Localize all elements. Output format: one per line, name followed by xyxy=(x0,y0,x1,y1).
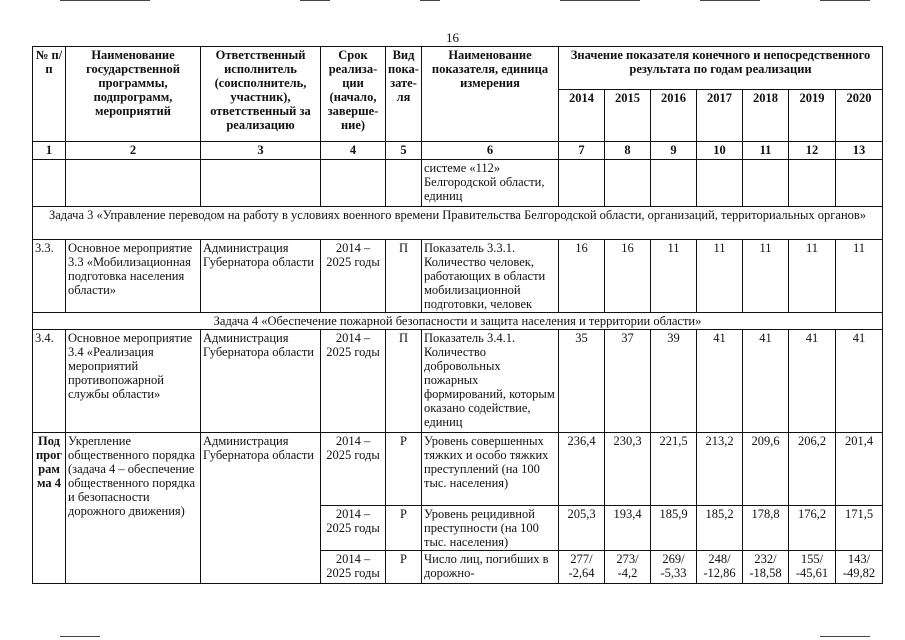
value-2015: 16 xyxy=(605,240,651,313)
value-2014: 35 xyxy=(559,330,605,433)
column-number: 1 xyxy=(33,142,66,160)
indicator-cell: Уровень совершенных тяжких и особо тяжких преступлений (на 100 тыс. населения) xyxy=(422,433,559,506)
year-header: 2017 xyxy=(697,90,743,142)
header-col-type: Вид пока-зате-ля xyxy=(386,47,422,142)
value-2017: 41 xyxy=(697,330,743,433)
column-number: 5 xyxy=(386,142,422,160)
measure-name: Основное мероприятие 3.3 «Мобилизационная подготовка населения области» xyxy=(66,240,201,313)
scan-edge-mark xyxy=(560,0,640,1)
value-2020: 11 xyxy=(836,240,883,313)
year-header: 2019 xyxy=(789,90,836,142)
value-2015: 230,3 xyxy=(605,433,651,506)
column-number: 12 xyxy=(789,142,836,160)
term: 2014 – 2025 годы xyxy=(321,433,386,506)
header-col-values: Значение показателя конечного и непосредственного результата по годам реализации xyxy=(559,47,883,90)
executor: Администрация Губернатора области xyxy=(201,240,321,313)
year-header: 2014 xyxy=(559,90,605,142)
measure-name: Основное мероприятие 3.4 «Реализация мероприятий противопожарной службы области» xyxy=(66,330,201,433)
column-number: 8 xyxy=(605,142,651,160)
table-row xyxy=(33,330,883,433)
header-col-term: Срок реализа-ции (начало, заверше-ние) xyxy=(321,47,386,142)
table-row xyxy=(33,433,883,506)
value-2014: 236,4 xyxy=(559,433,605,506)
scan-edge-mark xyxy=(820,636,870,637)
table-row xyxy=(33,240,883,313)
scan-edge-mark xyxy=(60,636,100,637)
value-2014: 16 xyxy=(559,240,605,313)
year-header: 2016 xyxy=(651,90,697,142)
header-col-indicator: Наименование показателя, единица измерения xyxy=(422,47,559,142)
value-2019: 41 xyxy=(789,330,836,433)
task-4-heading: Задача 4 «Обеспечение пожарной безопасности и защита населения и территории области» xyxy=(33,313,883,330)
indicator-cell: Число лиц, погибших в дорожно- xyxy=(422,551,559,584)
column-numbers-row xyxy=(33,142,883,160)
value-2016: 269/ -5,33 xyxy=(651,551,697,584)
column-number: 11 xyxy=(743,142,789,160)
value-2017: 248/ -12,86 xyxy=(697,551,743,584)
indicator-cell: системе «112» Белгородской области, единиц xyxy=(422,160,559,207)
scan-edge-mark xyxy=(300,0,330,1)
executor: Администрация Губернатора области xyxy=(201,433,321,584)
value-2018: 41 xyxy=(743,330,789,433)
value-2019: 206,2 xyxy=(789,433,836,506)
value-2014: 277/ -2,64 xyxy=(559,551,605,584)
term: 2014 – 2025 годы xyxy=(321,330,386,433)
value-2017: 11 xyxy=(697,240,743,313)
header-col-executor: Ответственный исполнитель (соисполнитель, участник), ответственный за реализацию xyxy=(201,47,321,142)
indicator-type: П xyxy=(386,240,422,313)
year-header: 2020 xyxy=(836,90,883,142)
value-2019: 11 xyxy=(789,240,836,313)
column-number: 2 xyxy=(66,142,201,160)
value-2017: 185,2 xyxy=(697,506,743,551)
indicator-type: П xyxy=(386,330,422,433)
subprogram-name: Укрепление общественного порядка (задача 4 – обеспечение общественного порядка и безопасности дорожного движения) xyxy=(66,433,201,584)
indicator-type: Р xyxy=(386,551,422,584)
header-row xyxy=(33,47,883,90)
row-number: 3.4. xyxy=(33,330,66,433)
value-2020: 171,5 xyxy=(836,506,883,551)
value-2019: 176,2 xyxy=(789,506,836,551)
term: 2014 – 2025 годы xyxy=(321,551,386,584)
value-2015: 37 xyxy=(605,330,651,433)
value-2016: 221,5 xyxy=(651,433,697,506)
column-number: 6 xyxy=(422,142,559,160)
term: 2014 – 2025 годы xyxy=(321,240,386,313)
value-2018: 178,8 xyxy=(743,506,789,551)
column-number: 4 xyxy=(321,142,386,160)
header-col-number: № п/п xyxy=(33,47,66,142)
scan-edge-mark xyxy=(820,0,870,1)
year-header: 2018 xyxy=(743,90,789,142)
value-2018: 232/ -18,58 xyxy=(743,551,789,584)
table-row xyxy=(33,160,883,207)
value-2020: 201,4 xyxy=(836,433,883,506)
value-2020: 41 xyxy=(836,330,883,433)
value-2014: 205,3 xyxy=(559,506,605,551)
scan-edge-mark xyxy=(420,0,440,1)
subprogram-number: Под прог рам ма 4 xyxy=(33,433,66,584)
indicator-cell: Уровень рецидивной преступности (на 100 тыс. населения) xyxy=(422,506,559,551)
value-2015: 273/ -4,2 xyxy=(605,551,651,584)
indicator-type: Р xyxy=(386,433,422,506)
value-2018: 11 xyxy=(743,240,789,313)
value-2017: 213,2 xyxy=(697,433,743,506)
value-2015: 193,4 xyxy=(605,506,651,551)
value-2016: 11 xyxy=(651,240,697,313)
indicator-cell: Показатель 3.3.1. Количество человек, работающих в области мобилизационной подготовки, человек xyxy=(422,240,559,313)
scan-edge-mark xyxy=(700,0,760,1)
column-number: 3 xyxy=(201,142,321,160)
column-number: 7 xyxy=(559,142,605,160)
scan-edge-mark xyxy=(60,0,150,1)
term: 2014 – 2025 годы xyxy=(321,506,386,551)
program-indicator-table xyxy=(32,46,883,584)
page-number: 16 xyxy=(446,30,459,45)
value-2016: 185,9 xyxy=(651,506,697,551)
value-2016: 39 xyxy=(651,330,697,433)
year-header: 2015 xyxy=(605,90,651,142)
executor: Администрация Губернатора области xyxy=(201,330,321,433)
column-number: 9 xyxy=(651,142,697,160)
indicator-cell: Показатель 3.4.1. Количество добровольных пожарных формирований, которым оказано содействие, единиц xyxy=(422,330,559,433)
value-2020: 143/ -49,82 xyxy=(836,551,883,584)
column-number: 13 xyxy=(836,142,883,160)
value-2018: 209,6 xyxy=(743,433,789,506)
value-2019: 155/ -45,61 xyxy=(789,551,836,584)
task-heading-row xyxy=(33,207,883,240)
indicator-type: Р xyxy=(386,506,422,551)
column-number: 10 xyxy=(697,142,743,160)
row-number: 3.3. xyxy=(33,240,66,313)
header-col-name: Наименование государственной программы, подпрограмм, мероприятий xyxy=(66,47,201,142)
task-3-heading: Задача 3 «Управление переводом на работу в условиях военного времени Правительства Белгородской области, организаций, территориальных органов» xyxy=(33,207,883,240)
task-heading-row xyxy=(33,313,883,330)
